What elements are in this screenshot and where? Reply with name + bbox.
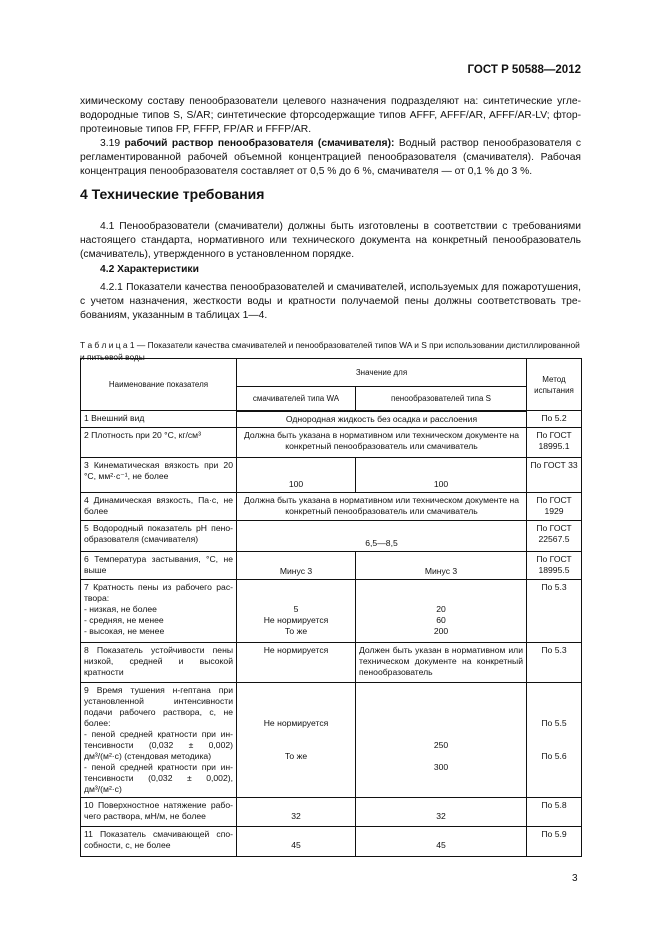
cell-value-s: Минус 3 <box>356 551 527 579</box>
cell-value-merged: Должна быть указана в нормативном или техническом документе на конкретный пенообразователь или смачиватель <box>237 492 527 520</box>
cell-method: По 5.3 <box>527 579 582 642</box>
cell-value-s: Должен быть указан в нормативном или техническом документе на конкретный пенообразователь <box>356 642 527 682</box>
table-row <box>81 520 582 551</box>
table-row <box>81 642 582 682</box>
table-1 <box>80 358 582 857</box>
cell-value-s: 20 60 200 <box>356 579 527 642</box>
header-value: Значение для <box>237 359 527 387</box>
definition-3-19 <box>80 137 581 179</box>
cell-value-wa: Не нормируется <box>237 642 356 682</box>
cell-name: 3 Кинематическая вязкость при 20 °С, мм²·с⁻¹, не более <box>81 457 237 492</box>
heading-4-2: 4.2 Характеристики <box>100 264 199 275</box>
cell-name: 9 Время тушения н-гептана при установленной интенсивности подачи рабочего раствора, с, не более: - пеной средней кратности при интенсивности (0,032 ± 0,002) дм³/(м²·с) (стендовая методика) - пеной средней кратности при интенсивности (0,032 ± 0,002), дм³/(м²·с) <box>81 682 237 797</box>
cell-method: По 5.3 <box>527 642 582 682</box>
table-row <box>81 579 582 642</box>
cell-value-wa: 5 Не нормируется То же <box>237 579 356 642</box>
cell-value-s: 45 <box>356 826 527 856</box>
cell-value-s: 100 <box>356 457 527 492</box>
cell-value-merged: Должна быть указана в нормативном или техническом документе на конкретный пенообразователь или смачиватель <box>237 427 527 457</box>
cell-method: По ГОСТ 18995.1 <box>527 427 582 457</box>
section-title: 4 Технические требования <box>80 186 265 202</box>
page-number: 3 <box>572 873 578 884</box>
table-row <box>81 411 582 428</box>
header-method: Метод испытания <box>527 359 582 411</box>
cell-method: По ГОСТ 22567.5 <box>527 520 582 551</box>
cell-name: 8 Показатель устойчивости пены низкой, средней и высокой кратности <box>81 642 237 682</box>
cell-value-s: 250 300 <box>356 682 527 797</box>
document-header: ГОСТ Р 50588—2012 <box>467 64 581 76</box>
cell-method: По 5.8 <box>527 797 582 826</box>
table-row <box>81 682 582 797</box>
cell-value-wa: 100 <box>237 457 356 492</box>
paragraph-continued: химическому составу пенообразователи целевого назначения подразделяют на: синтетические углеводородные типов S, S/AR; синтетические фторсодержащие типов AFFF, AFFF/AR, AFFF/AR-LV; фторпротеиновые типов FP, FFFP, FP/AR и FFFP/AR. <box>80 96 581 135</box>
cell-name: 7 Кратность пены из рабочего раствора: - низкая, не более - средняя, не менее - высокая, не менее <box>81 579 237 642</box>
cell-name: 1 Внешний вид <box>81 411 237 428</box>
def-number: 3.19 <box>100 138 121 149</box>
cell-value-wa: Минус 3 <box>237 551 356 579</box>
table-row <box>81 492 582 520</box>
table-row <box>81 797 582 826</box>
paragraph-4-2-1: 4.2.1 Показатели качества пенообразователей и смачивателей, используемых для пожаротушения, с учетом назначения, жесткости воды и кратности получаемой пены должны соответствовать требованиям, указанным в таблицах 1—4. <box>80 282 581 321</box>
cell-method: По ГОСТ 1929 <box>527 492 582 520</box>
cell-value-merged: 6,5—8,5 <box>237 520 527 551</box>
cell-value-s: 32 <box>356 797 527 826</box>
cell-method: По ГОСТ 33 <box>527 457 582 492</box>
table-row <box>81 457 582 492</box>
cell-value-wa: Не нормируется То же <box>237 682 356 797</box>
header-name: Наименование показателя <box>81 359 237 411</box>
def-term: рабочий раствор пенообразователя (смачивателя): <box>124 138 395 149</box>
cell-value-wa: 32 <box>237 797 356 826</box>
cell-method: По 5.5 По 5.6 <box>527 682 582 797</box>
cell-method: По ГОСТ 18995.5 <box>527 551 582 579</box>
cell-name: 4 Динамическая вязкость, Па·с, не более <box>81 492 237 520</box>
table-row <box>81 551 582 579</box>
table-row <box>81 427 582 457</box>
table-row <box>81 826 582 856</box>
header-wa: смачивателей типа WA <box>237 387 356 411</box>
cell-method: По 5.9 <box>527 826 582 856</box>
cell-value-wa: 45 <box>237 826 356 856</box>
cell-name: 5 Водородный показатель pH пенообразователя (смачивателя) <box>81 520 237 551</box>
paragraph-4-1: 4.1 Пенообразователи (смачиватели) должны быть изготовлены в соответствии с требованиями настоящего стандарта, нормативного или технического документа на конкретный пенообразователь (смачиватель), утвержденного в установленном порядке. <box>80 221 581 260</box>
header-s: пенообразователей типа S <box>356 387 527 411</box>
cell-value-merged: Однородная жидкость без осадка и расслоения <box>237 411 527 428</box>
table-caption: Т а б л и ц а 1 — Показатели качества смачивателей и пенообразователей типов WA и S при использовании дистиллированной и питьевой воды <box>80 340 580 362</box>
cell-name: 6 Температура застывания, °С, не выше <box>81 551 237 579</box>
cell-name: 2 Плотность при 20 °С, кг/см³ <box>81 427 237 457</box>
cell-method: По 5.2 <box>527 411 582 428</box>
def-text: Водный раствор пенообразователя с регламентированной рабочей объемной концентрацией пенообразователя (смачивателя). Рабочая концентрация пенообразователя составляет от 0,5 % до 6 %, смачивателя — от 0,1 % до 3 %. <box>80 138 581 177</box>
cell-name: 11 Показатель смачивающей способности, с, не более <box>81 826 237 856</box>
cell-name: 10 Поверхностное натяжение рабочего раствора, мН/м, не более <box>81 797 237 826</box>
